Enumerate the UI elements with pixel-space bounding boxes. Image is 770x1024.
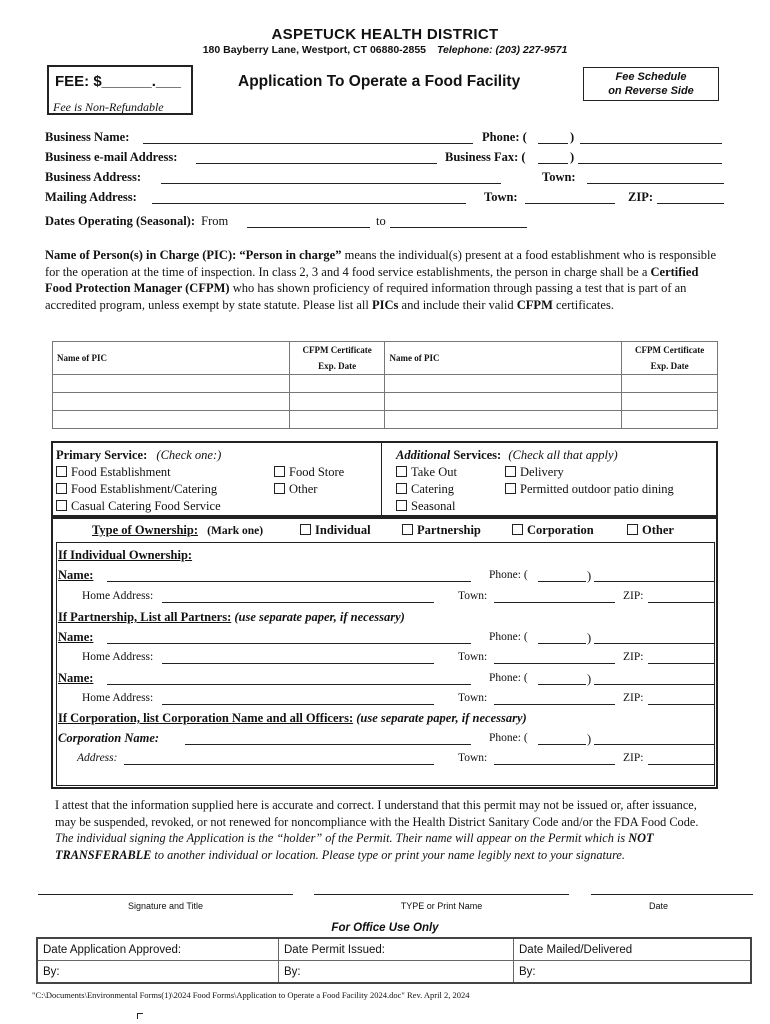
signature-field[interactable] [38, 894, 293, 895]
corporation-zip-label: ZIP: [623, 752, 644, 764]
option-label: Catering [411, 482, 455, 496]
option-label: Delivery [520, 465, 564, 479]
checkbox[interactable] [396, 466, 407, 477]
partner2-phone-paren: ) [587, 672, 592, 686]
mailing-zip-field[interactable] [657, 203, 724, 204]
partner1-home-field[interactable] [162, 663, 434, 664]
business-address-label: Business Address: [45, 170, 141, 184]
pic-paragraph [45, 247, 725, 313]
option-label: Food Establishment [71, 465, 171, 479]
corporation-name-label: Corporation Name: [58, 731, 160, 745]
individual-town-label: Town: [458, 590, 488, 602]
option-label: Food Establishment/Catering [71, 482, 218, 496]
partner1-zip-field[interactable] [648, 663, 715, 664]
office-row [37, 938, 751, 961]
phone-area-field[interactable] [538, 143, 568, 144]
attest-italic-2: to another individual or location. Please type or print your name legibly next to your signature. [151, 847, 625, 862]
option-take-out[interactable] [396, 465, 457, 480]
primary-service-hint: (Check one:) [156, 448, 222, 462]
checkbox[interactable] [396, 483, 407, 494]
option-label: Other [642, 523, 674, 537]
pic-col-cert-1: CFPM Certificate [302, 345, 372, 355]
option-label: Seasonal [411, 499, 456, 513]
partner1-name-label: Name: [58, 630, 94, 644]
ownership-other[interactable] [627, 523, 674, 538]
checkbox[interactable] [512, 524, 523, 535]
primary-service-title-row [56, 448, 221, 463]
individual-phone-area[interactable] [538, 581, 586, 582]
pic-cfpm: Certified Food Protection Manager (CFPM) [45, 264, 699, 295]
partner2-town-label: Town: [458, 692, 488, 704]
fax-label: Business Fax: ( [445, 150, 526, 164]
checkbox[interactable] [274, 466, 285, 477]
org-name: ASPETUCK HEALTH DISTRICT [271, 26, 499, 43]
org-address: 180 Bayberry Lane, Westport, CT 06880-2855 [202, 44, 427, 56]
option-label: Casual Catering Food Service [71, 499, 221, 513]
fax-field[interactable] [578, 163, 722, 164]
partner2-home-field[interactable] [162, 704, 434, 705]
fee-schedule-line1: Fee Schedule [615, 71, 687, 83]
option-label: Permitted outdoor patio dining [520, 482, 674, 496]
attestation [55, 797, 715, 863]
option-delivery[interactable] [505, 465, 564, 480]
office-date-approved: Date Application Approved: [37, 938, 279, 961]
ownership-corporation[interactable] [512, 523, 594, 538]
pic-col-name: Name of PIC [53, 342, 290, 375]
from-label: From [201, 214, 229, 228]
mailing-zip-label: ZIP: [628, 190, 653, 204]
pic-pics: PICs [371, 297, 399, 312]
corporation-zip-field[interactable] [648, 764, 715, 765]
office-date-mailed: Date Mailed/Delivered [514, 938, 752, 961]
pic-cell[interactable] [385, 411, 622, 429]
option-label: Corporation [527, 523, 594, 537]
business-name-field[interactable] [143, 143, 473, 144]
fee-label: FEE: $______.___ [55, 73, 181, 90]
partner2-town-field[interactable] [494, 704, 615, 705]
office-date-issued: Date Permit Issued: [279, 938, 514, 961]
attest-not-transferable: NOT TRANSFERABLE [55, 831, 654, 862]
pic-text-2: who has shown proficiency of required information through passing a test that is part of an accredited program, unless exempt by state statute. Please list all [45, 281, 687, 312]
option-label: Other [289, 482, 318, 496]
pic-cfpm-short: CFPM [516, 297, 553, 312]
checkbox[interactable] [505, 466, 516, 477]
option-label: Partnership [417, 523, 481, 537]
partner1-phone-paren: ) [587, 631, 592, 645]
pic-row [53, 411, 718, 429]
individual-phone-paren: ) [587, 569, 592, 583]
corporation-phone-field[interactable] [594, 744, 715, 745]
individual-title: If Individual Ownership: [58, 548, 193, 562]
phone-field[interactable] [580, 143, 722, 144]
checkbox[interactable] [627, 524, 638, 535]
attest-italic: The individual signing the Application is the “holder” of the Permit. Their name will appear on the Permit which is [55, 831, 629, 845]
dates-label: Dates Operating (Seasonal): [45, 214, 195, 228]
phone-label: Phone: ( [482, 130, 527, 144]
option-label: Individual [315, 523, 371, 537]
pic-lead: Name of Person(s) in Charge (PIC): “Person in charge” [45, 248, 342, 262]
pic-col-name-2: Name of PIC [385, 342, 622, 375]
pic-table-header [53, 342, 718, 375]
individual-name-field[interactable] [107, 581, 471, 582]
office-row [37, 961, 751, 984]
pic-row [53, 393, 718, 411]
fax-paren: ) [570, 150, 575, 164]
corporation-address-label: Address: [77, 752, 118, 764]
checkbox[interactable] [56, 483, 67, 494]
corporation-title-row [58, 711, 527, 726]
partnership-hint: (use separate paper, if necessary) [231, 610, 405, 624]
partnership-title: If Partnership, List all Partners: [58, 610, 232, 624]
pic-text-3: and include their valid [398, 297, 517, 312]
date-field[interactable] [591, 894, 753, 895]
partner2-name-label: Name: [58, 671, 94, 685]
corporation-address-field[interactable] [124, 764, 434, 765]
checkbox[interactable] [396, 500, 407, 511]
partner1-zip-label: ZIP: [623, 651, 644, 663]
pic-cell[interactable] [53, 375, 290, 393]
option-patio-dining[interactable] [505, 482, 674, 497]
option-food-establishment[interactable] [56, 465, 171, 480]
partnership-title-row [58, 610, 405, 625]
org-telephone: Telephone: (203) 227-9571 [436, 44, 568, 56]
pic-col-cert2-2: Exp. Date [650, 361, 689, 371]
pic-cell[interactable] [53, 393, 290, 411]
additional-services-hint: (Check all that apply) [508, 448, 618, 462]
primary-service-title: Primary Service: [56, 448, 148, 462]
option-label: Take Out [411, 465, 457, 479]
corporation-town-field[interactable] [494, 764, 615, 765]
print-name-label: TYPE or Print Name [400, 901, 483, 911]
pic-cell[interactable] [289, 411, 385, 429]
corporation-phone-area[interactable] [538, 744, 586, 745]
partner2-phone-field[interactable] [594, 684, 715, 685]
ownership-partnership[interactable] [402, 523, 481, 538]
individual-town-field[interactable] [494, 602, 615, 603]
office-table [36, 937, 752, 984]
phone-paren: ) [570, 130, 575, 144]
fee-schedule-line2: on Reverse Side [608, 85, 694, 97]
services-divider [381, 443, 382, 515]
individual-zip-label: ZIP: [623, 590, 644, 602]
corporation-phone-label: Phone: ( [489, 732, 528, 744]
partner1-phone-field[interactable] [594, 643, 715, 644]
individual-home-label: Home Address: [82, 590, 154, 602]
form-title: Application To Operate a Food Facility [238, 73, 521, 90]
partner1-home-label: Home Address: [82, 651, 154, 663]
pic-col-cert-2: Exp. Date [318, 361, 357, 371]
checkbox[interactable] [274, 483, 285, 494]
pic-col-cert [289, 342, 385, 375]
partner2-phone-label: Phone: ( [489, 672, 528, 684]
footer-path: "C:\Documents\Environmental Forms(1)\2024 Food Forms\Application to Operate a Food Facility 2024.doc" Rev. April 2, 2024 [32, 990, 470, 1000]
partner2-zip-label: ZIP: [623, 692, 644, 704]
option-seasonal[interactable] [396, 499, 455, 514]
corporation-town-label: Town: [458, 752, 488, 764]
checkbox[interactable] [300, 524, 311, 535]
pic-cell[interactable] [385, 375, 622, 393]
individual-name-label: Name: [58, 568, 94, 582]
email-label: Business e-mail Address: [45, 150, 178, 164]
dates-from-field[interactable] [247, 227, 370, 228]
pic-cell[interactable] [622, 375, 718, 393]
pic-cell[interactable] [289, 393, 385, 411]
dates-to-field[interactable] [390, 227, 527, 228]
partner1-phone-label: Phone: ( [489, 631, 528, 643]
individual-zip-field[interactable] [648, 602, 715, 603]
business-town-field[interactable] [587, 183, 724, 184]
corporation-phone-paren: ) [587, 732, 592, 746]
mailing-town-label: Town: [484, 190, 518, 204]
individual-phone-label: Phone: ( [489, 569, 528, 581]
fax-area-field[interactable] [538, 163, 568, 164]
option-primary-other[interactable] [274, 482, 317, 497]
option-casual-catering[interactable] [56, 499, 221, 514]
pic-cell[interactable] [385, 393, 622, 411]
business-address-field[interactable] [161, 183, 501, 184]
partner2-phone-area[interactable] [538, 684, 586, 685]
pic-text-4: certificates. [552, 297, 614, 312]
business-name-label: Business Name: [45, 130, 130, 144]
pic-col-cert-b [622, 342, 718, 375]
option-label: Food Store [289, 465, 345, 479]
checkbox[interactable] [56, 500, 67, 511]
partner1-town-label: Town: [458, 651, 488, 663]
pic-cell[interactable] [53, 411, 290, 429]
office-by-2[interactable]: By: [279, 961, 514, 984]
mailing-town-field[interactable] [525, 203, 615, 204]
pic-text-1: means the individual(s) present at a food establishment who is responsible for the operation at the time of inspection. In class 2, 3 and 4 food service establishments, the person in charge shall be a [45, 248, 717, 279]
partner2-name-field[interactable] [107, 684, 471, 685]
pic-row [53, 375, 718, 393]
partner2-home-label: Home Address: [82, 692, 154, 704]
print-name-field[interactable] [314, 894, 569, 895]
corporation-name-field[interactable] [185, 744, 471, 745]
pic-cell[interactable] [622, 411, 718, 429]
partner1-phone-area[interactable] [538, 643, 586, 644]
pic-col-cert2-1: CFPM Certificate [635, 345, 705, 355]
signature-label: Signature and Title [127, 901, 204, 911]
option-food-establishment-catering[interactable] [56, 482, 217, 497]
additional-services-title: Services: [453, 448, 502, 462]
partner1-name-field[interactable] [107, 643, 471, 644]
partner1-town-field[interactable] [494, 663, 615, 664]
business-town-label: Town: [542, 170, 576, 184]
corner-mark [137, 1013, 143, 1019]
additional-services-title-i: Additional [396, 448, 451, 462]
pic-cell[interactable] [289, 375, 385, 393]
individual-phone-field[interactable] [594, 581, 715, 582]
option-catering[interactable] [396, 482, 454, 497]
email-field[interactable] [196, 163, 437, 164]
checkbox[interactable] [505, 483, 516, 494]
to-label: to [376, 214, 386, 228]
dates-operating-row [45, 214, 228, 229]
ownership-hint: (Mark one) [207, 525, 264, 537]
pic-cell[interactable] [622, 393, 718, 411]
individual-home-field[interactable] [162, 602, 434, 603]
fee-schedule-box [583, 67, 719, 101]
org-address-line [0, 44, 770, 56]
office-by-1[interactable]: By: [37, 961, 279, 984]
checkbox[interactable] [56, 466, 67, 477]
partner2-zip-field[interactable] [648, 704, 715, 705]
ownership-inner [56, 542, 715, 786]
option-food-store[interactable] [274, 465, 344, 480]
office-by-3[interactable]: By: [514, 961, 752, 984]
fee-note: Fee is Non-Refundable [53, 100, 164, 114]
ownership-type-row [92, 523, 263, 538]
ownership-individual[interactable] [300, 523, 371, 538]
corporation-title: If Corporation, list Corporation Name and all Officers: [58, 711, 354, 725]
date-label: Date [648, 901, 668, 911]
office-title: For Office Use Only [331, 922, 439, 934]
pic-table [52, 341, 718, 429]
ownership-title: Type of Ownership: [92, 523, 199, 537]
mailing-address-label: Mailing Address: [45, 190, 137, 204]
fee-box [47, 65, 193, 115]
checkbox[interactable] [402, 524, 413, 535]
additional-services-title-row [396, 448, 618, 463]
attest-text-1: I attest that the information supplied here is accurate and correct. I understand that this permit may not be issued or, after issuance, may be suspended, revoked, or not renewed for noncompliance with the Health District Sanitary Code and/or the FDA Food Code. [55, 798, 699, 829]
mailing-address-field[interactable] [152, 203, 466, 204]
corporation-hint: (use separate paper, if necessary) [353, 711, 527, 725]
